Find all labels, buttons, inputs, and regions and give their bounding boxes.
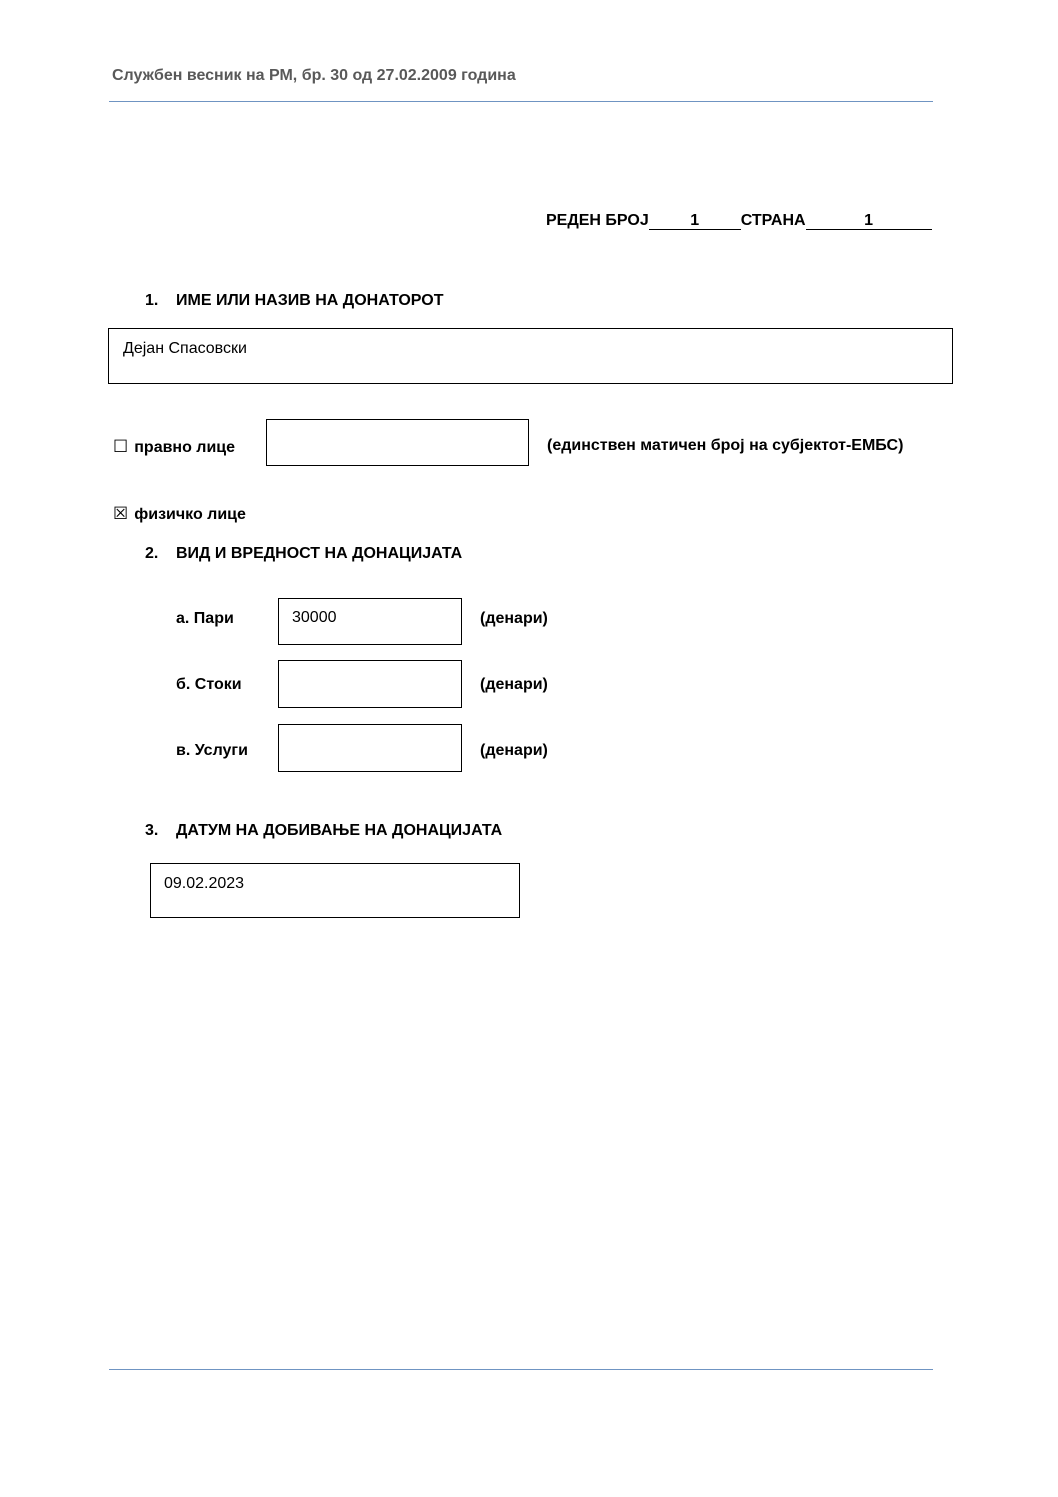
section1-number: 1.	[145, 292, 159, 309]
page-number-label: СТРАНА	[740, 212, 806, 229]
goods-unit: (денари)	[480, 676, 548, 693]
services-field[interactable]	[278, 724, 462, 772]
donor-name-field[interactable]	[108, 328, 953, 384]
order-number-field[interactable]: 1	[649, 212, 741, 230]
embs-note: (единствен матичен број на субјектот-ЕМБС)	[547, 437, 904, 454]
natural-person-label: физичко лице	[134, 506, 246, 523]
order-page-line	[546, 212, 932, 230]
section2-number: 2.	[145, 545, 159, 562]
order-number-label: РЕДЕН БРОЈ	[546, 212, 649, 229]
legal-entity-label: правно лице	[134, 439, 236, 456]
section3-title: ДАТУМ НА ДОБИВАЊЕ НА ДОНАЦИЈАТА	[176, 822, 503, 839]
money-unit: (денари)	[480, 610, 548, 627]
goods-field[interactable]	[278, 660, 462, 708]
section2-heading	[145, 545, 462, 563]
embs-field[interactable]	[266, 419, 529, 466]
legal-entity-checkbox-icon[interactable]: ☐	[113, 437, 129, 456]
services-label: в. Услуги	[176, 742, 248, 759]
footer-divider	[109, 1369, 933, 1370]
services-unit: (денари)	[480, 742, 548, 759]
goods-label: б. Стоки	[176, 676, 242, 693]
section1-heading	[145, 292, 443, 310]
legal-entity-option[interactable]	[113, 437, 235, 457]
natural-person-checkbox-icon[interactable]: ☒	[113, 504, 129, 523]
donation-date-field[interactable]	[150, 863, 520, 918]
donor-name-value: Дејан Спасовски	[123, 340, 247, 357]
money-label: а. Пари	[176, 610, 234, 627]
gazette-header: Службен весник на РМ, бр. 30 од 27.02.2009 година	[112, 67, 516, 84]
page-number-field[interactable]: 1	[806, 212, 932, 230]
section3-heading	[145, 822, 502, 840]
section3-number: 3.	[145, 822, 159, 839]
header-divider	[109, 101, 933, 102]
natural-person-option[interactable]	[113, 504, 246, 524]
section2-title: ВИД И ВРЕДНОСТ НА ДОНАЦИЈАТА	[176, 545, 463, 562]
money-field[interactable]	[278, 598, 462, 645]
money-value: 30000	[292, 609, 337, 626]
donation-date-value: 09.02.2023	[164, 875, 245, 892]
section1-title: ИМЕ ИЛИ НАЗИВ НА ДОНАТОРОТ	[176, 292, 444, 309]
